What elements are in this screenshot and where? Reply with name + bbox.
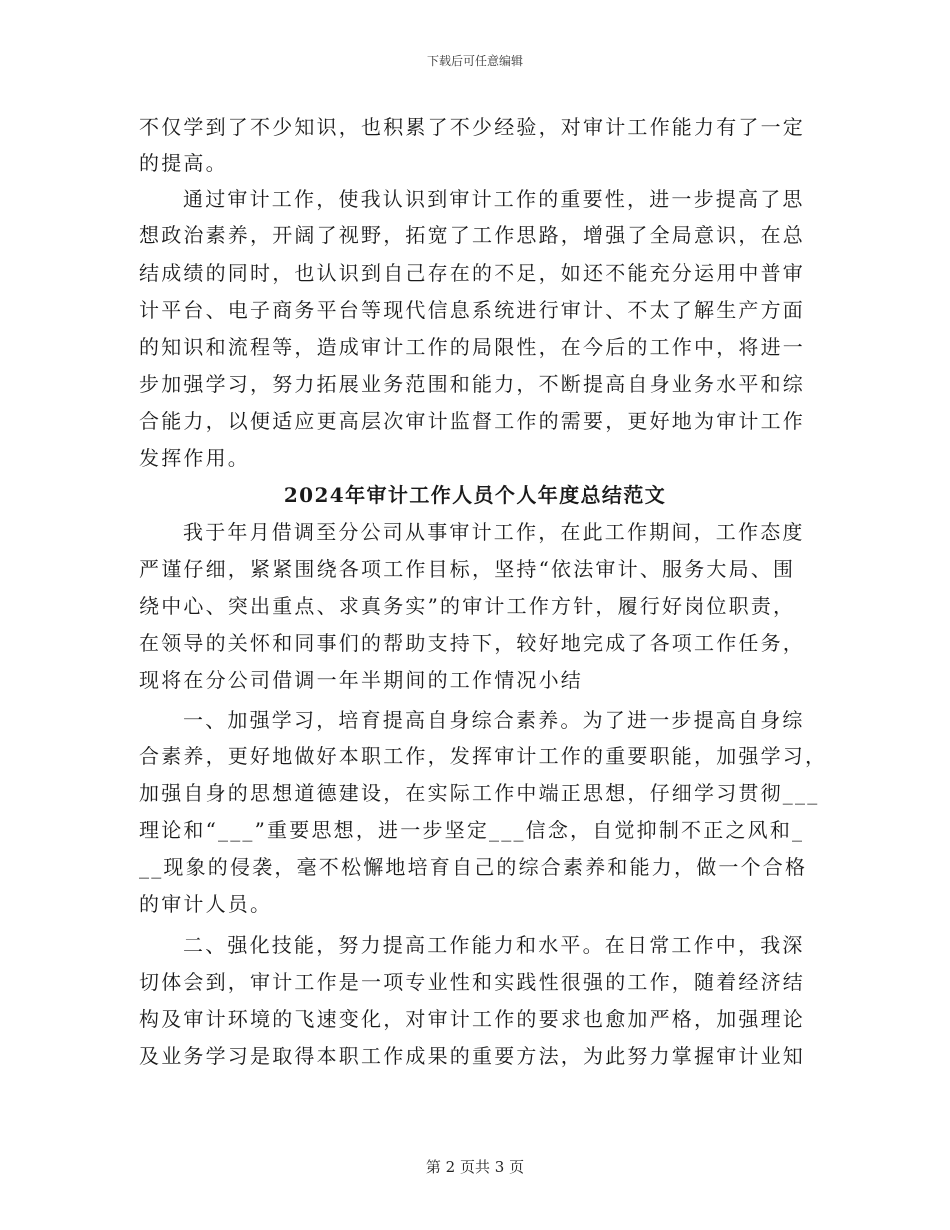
- paragraph-line: 的审计人员。: [139, 892, 273, 916]
- paragraph-line: 步加强学习，努力拓展业务范围和能力，不断提高自身业务水平和综: [139, 372, 805, 396]
- paragraph-line: 绕中心、突出重点、求真务实”的审计工作方针，履行好岗位职责，: [139, 594, 796, 618]
- paragraph-line: 的知识和流程等，造成审计工作的局限性，在今后的工作中，将进一: [139, 335, 805, 359]
- paragraph-line: 通过审计工作，使我认识到审计工作的重要性，进一步提高了思: [183, 187, 805, 211]
- paragraph-line: 的提高。: [139, 151, 228, 175]
- page-number: 第 2 页共 3 页: [425, 1158, 525, 1176]
- paragraph-line: 发挥作用。: [139, 446, 250, 470]
- paragraph-line: 及业务学习是取得本职工作成果的重要方法，为此努力掌握审计业知: [139, 1044, 805, 1068]
- paragraph-line: 不仅学到了不少知识，也积累了不少经验，对审计工作能力有了一定: [139, 115, 805, 139]
- paragraph-line: 合能力，以便适应更高层次审计监督工作的需要，更好地为审计工作: [139, 409, 805, 433]
- section-title: 2024年审计工作人员个人年度总结范文: [283, 483, 667, 507]
- paragraph-line: 切体会到，审计工作是一项专业性和实践性很强的工作，随着经济结: [139, 970, 805, 994]
- paragraph-line: 现将在分公司借调一年半期间的工作情况小结: [139, 668, 583, 692]
- paragraph-line: 构及审计环境的飞速变化，对审计工作的要求也愈加严格，加强理论: [139, 1007, 805, 1031]
- paragraph-line: 结成绩的同时，也认识到自己存在的不足，如还不能充分运用中普审: [139, 261, 805, 285]
- page-header: 下载后可任意编辑: [426, 54, 523, 68]
- paragraph-line: 在领导的关怀和同事们的帮助支持下，较好地完成了各项工作任务，: [139, 631, 805, 655]
- paragraph-line: __现象的侵袭，毫不松懈地培育自己的综合素养和能力，做一个合格: [139, 855, 808, 879]
- paragraph-line: 加强自身的思想道德建设，在实际工作中端正思想，仔细学习贯彻___: [139, 781, 820, 805]
- paragraph-line: 二、强化技能，努力提高工作能力和水平。在日常工作中，我深: [183, 933, 805, 957]
- paragraph-line: 合素养，更好地做好本职工作，发挥审计工作的重要职能，加强学习，: [139, 744, 828, 768]
- paragraph-line: 想政治素养，开阔了视野，拓宽了工作思路，增强了全局意识，在总: [139, 223, 805, 247]
- paragraph-line: 严谨仔细，紧紧围绕各项工作目标，坚持“依法审计、服务大局、围: [139, 557, 796, 581]
- paragraph-line: 我于年月借调至分公司从事审计工作，在此工作期间，工作态度: [183, 520, 805, 544]
- paragraph-line: 一、加强学习，培育提高自身综合素养。为了进一步提高自身综: [183, 708, 805, 732]
- paragraph-line: 理论和“___”重要思想，进一步坚定___信念，自觉抑制不正之风和_: [139, 818, 805, 842]
- paragraph-line: 计平台、电子商务平台等现代信息系统进行审计、不太了解生产方面: [139, 298, 805, 322]
